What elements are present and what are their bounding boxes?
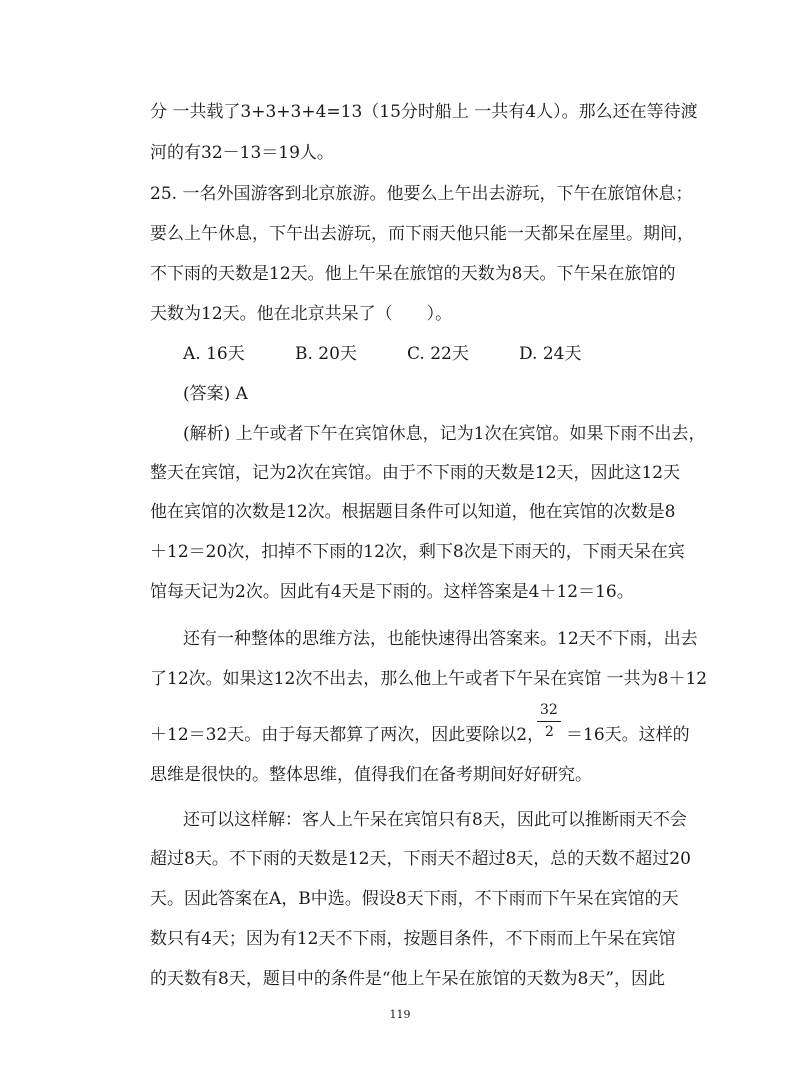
fraction-bar xyxy=(537,721,561,722)
analysis-line: (解析) 上午或者下午在宾馆休息，记为1次在宾馆。如果下雨不出去， xyxy=(183,424,706,444)
text-line: 分 一共载了3+3+3+4=13（15分时船上 一共有4人）。那么还在等待渡 xyxy=(150,102,698,122)
text-line: 河的有32－13＝19人。 xyxy=(150,143,334,163)
option-c: C. 22天 xyxy=(407,344,469,364)
method2-line: 还有一种整体的思维方法，也能快速得出答案来。12天不下雨，出去 xyxy=(183,629,698,649)
page-number: 119 xyxy=(389,1008,411,1021)
analysis-line: 馆每天记为2次。因此有4天是下雨的。这样答案是4＋12＝16。 xyxy=(150,582,634,602)
option-a: A. 16天 xyxy=(183,344,245,364)
answer-line: (答案) A xyxy=(183,384,248,404)
analysis-line: 整天在宾馆，记为2次在宾馆。由于不下雨的天数是12天，因此这12天 xyxy=(150,463,681,483)
option-b: B. 20天 xyxy=(295,344,357,364)
method3-line: 还可以这样解：客人上午呆在宾馆只有8天，因此可以推断雨天不会 xyxy=(183,810,687,830)
question-line: 要么上午休息，下午出去游玩，而下雨天他只能一天都呆在屋里。期间， xyxy=(150,224,694,244)
option-d: D. 24天 xyxy=(519,344,582,364)
fraction-denominator: 2 xyxy=(545,724,554,740)
question-line: 不下雨的天数是12天。他上午呆在旅馆的天数为8天。下午呆在旅馆的 xyxy=(150,264,676,284)
question-line: 天数为12天。他在北京共呆了（ ）。 xyxy=(150,304,453,324)
question-line: 25. 一名外国游客到北京旅游。他要么上午出去游玩，下午在旅馆休息； xyxy=(150,184,693,204)
method3-line: 超过8天。不下雨的天数是12天，下雨天不超过8天，总的天数不超过20 xyxy=(150,849,691,869)
method2-line: ＝16天。这样的 xyxy=(566,725,690,745)
fraction-numerator: 32 xyxy=(540,702,558,718)
method2-line: 了12次。如果这12次不出去，那么他上午或者下午呆在宾馆 一共为8＋12 xyxy=(150,669,708,689)
method2-line: ＋12＝32天。由于每天都算了两次，因此要除以2， xyxy=(150,725,545,745)
method2-line: 思维是很快的。整体思维，值得我们在备考期间好好研究。 xyxy=(150,765,592,785)
analysis-line: ＋12＝20次，扣掉不下雨的12次，剩下8次是下雨天的，下雨天呆在宾 xyxy=(150,542,685,562)
method3-line: 天。因此答案在A，B中选。假设8天下雨，不下雨而下午呆在宾馆的天 xyxy=(150,889,679,909)
analysis-line: 他在宾馆的次数是12次。根据题目条件可以知道，他在宾馆的次数是8 xyxy=(150,502,676,522)
method3-line: 的天数有8天，题目中的条件是“他上午呆在旅馆的天数为8天”，因此 xyxy=(150,969,666,989)
method3-line: 数只有4天；因为有12天不下雨，按题目条件，不下雨而上午呆在宾馆 xyxy=(150,929,676,949)
